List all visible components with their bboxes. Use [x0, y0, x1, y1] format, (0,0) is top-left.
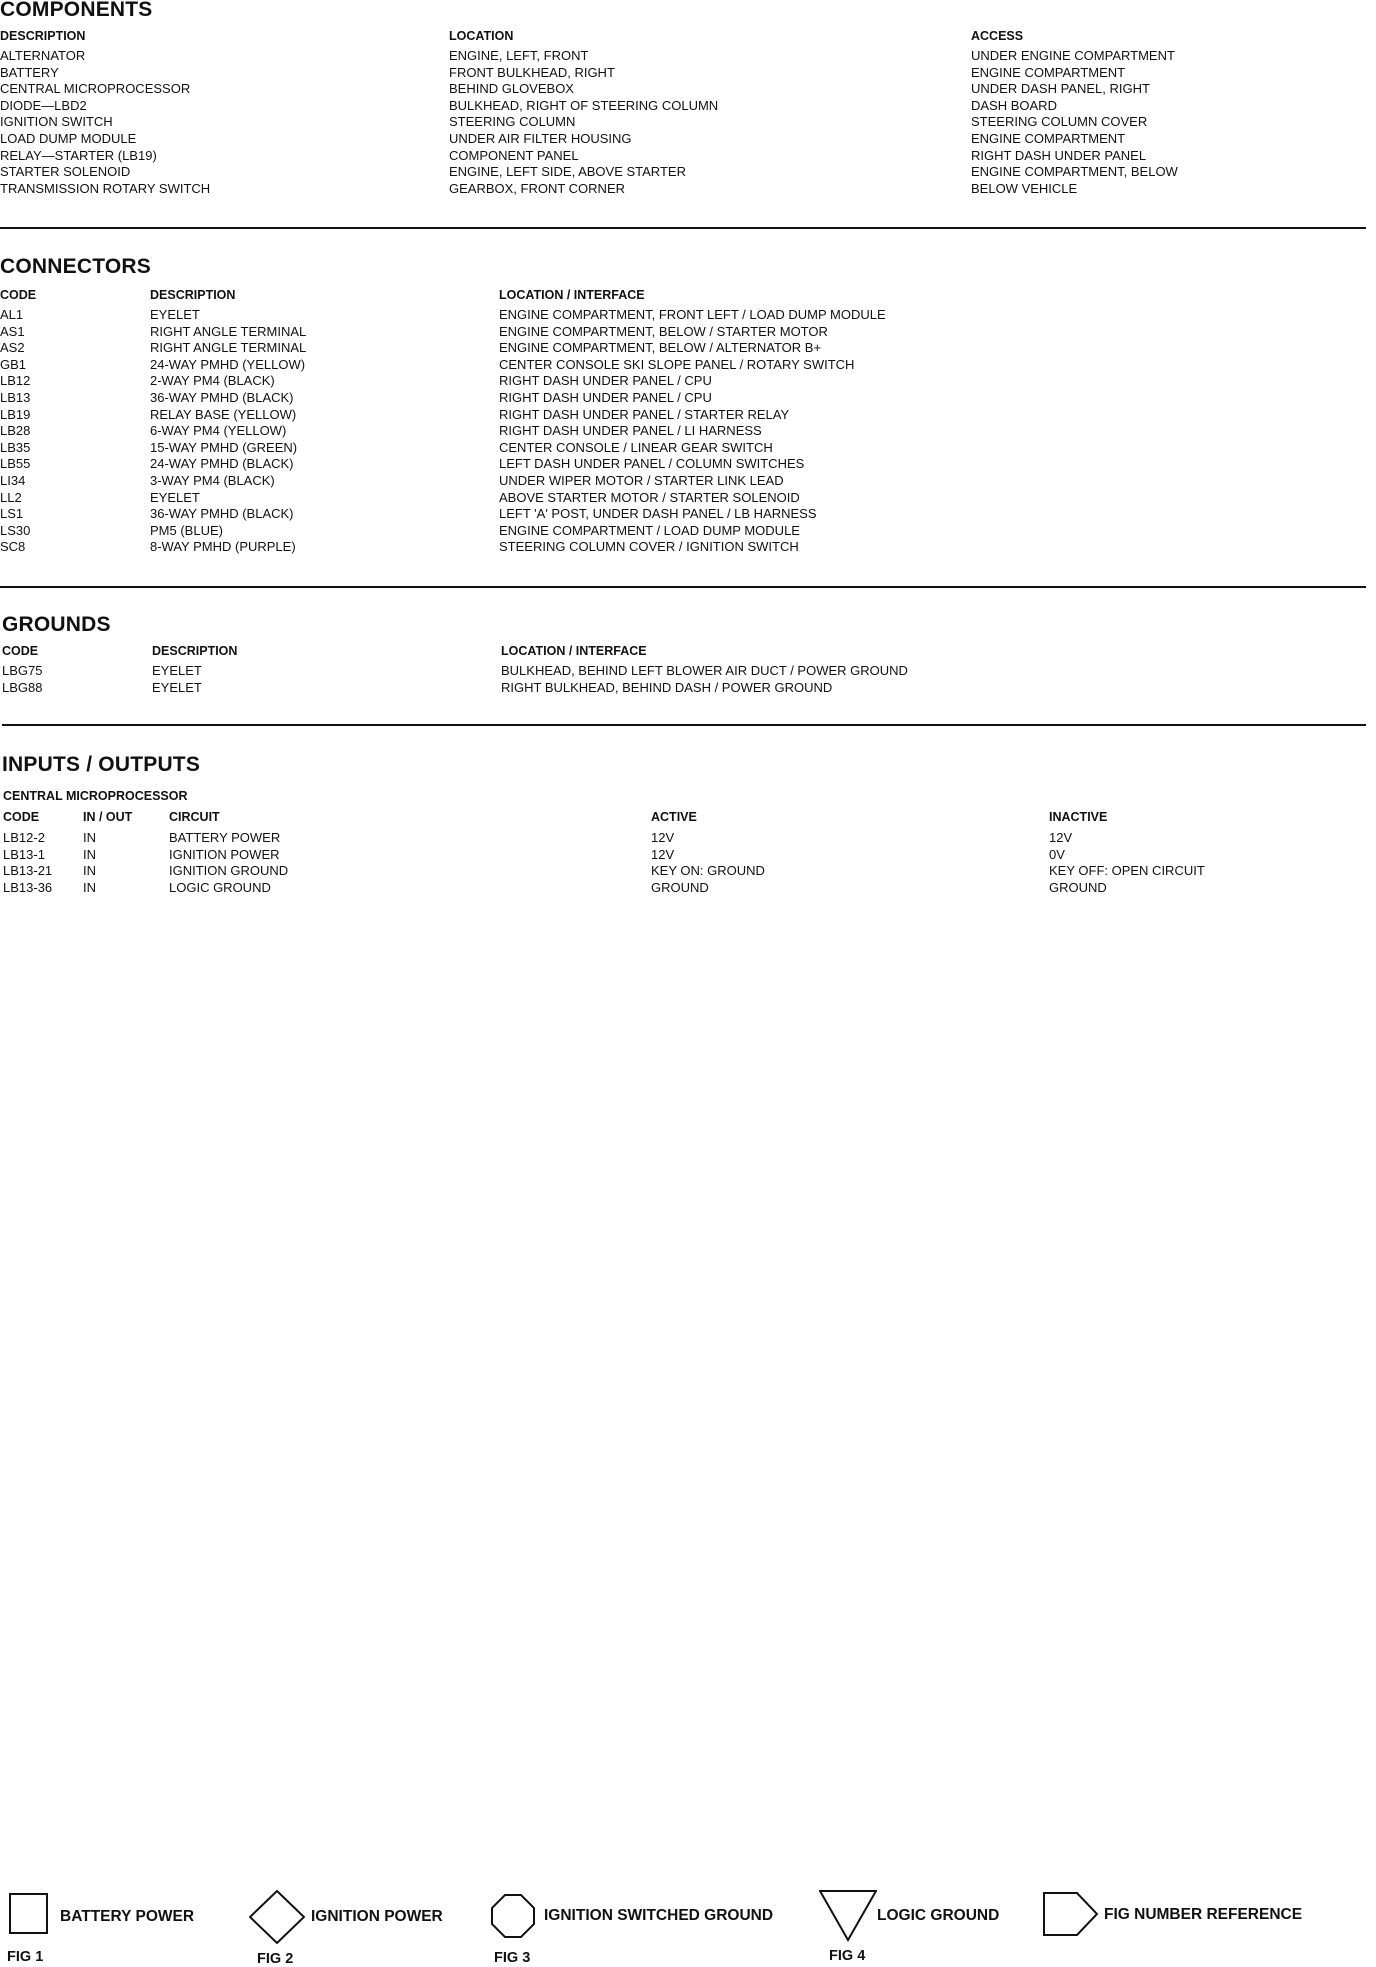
connector-location: ENGINE COMPARTMENT / LOAD DUMP MODULE	[499, 522, 800, 538]
component-access: RIGHT DASH UNDER PANEL	[971, 147, 1147, 163]
io-active: KEY ON: GROUND	[651, 863, 765, 879]
connector-description: 24-WAY PMHD (YELLOW)	[150, 356, 306, 372]
components-title: COMPONENTS	[0, 0, 153, 21]
ground-description: EYELET	[152, 679, 202, 695]
io-code: LB13-1	[3, 846, 45, 862]
io-inout: IN	[83, 846, 96, 862]
connector-description: 2-WAY PM4 (BLACK)	[150, 373, 275, 389]
connector-description: 36-WAY PMHD (BLACK)	[150, 389, 294, 405]
component-location: ENGINE, LEFT, FRONT	[449, 48, 589, 63]
legend-label: IGNITION SWITCHED GROUND	[544, 1907, 774, 1924]
connector-description: RIGHT ANGLE TERMINAL	[150, 340, 307, 356]
symbol-legend	[0, 1880, 1376, 1967]
connector-description: EYELET	[150, 489, 200, 505]
connector-location: LEFT DASH UNDER PANEL / COLUMN SWITCHES	[499, 456, 805, 472]
legend-label: IGNITION POWER	[311, 1908, 443, 1925]
connector-location: ENGINE COMPARTMENT, BELOW / ALTERNATOR B+	[499, 340, 822, 356]
connector-code: LI34	[0, 472, 26, 488]
io-inactive-column	[1049, 830, 1205, 896]
component-access: ENGINE COMPARTMENT	[971, 64, 1126, 80]
io-header-inout: IN / OUT	[83, 810, 133, 824]
io-code: LB12-2	[3, 830, 45, 845]
io-inactive: 0V	[1049, 846, 1065, 862]
component-access: UNDER ENGINE COMPARTMENT	[971, 48, 1175, 63]
ground-location: BULKHEAD, BEHIND LEFT BLOWER AIR DUCT / POWER GROUND	[501, 663, 908, 678]
legend-fig-number: FIG 1	[7, 1949, 44, 1965]
connector-code: LB35	[0, 439, 31, 455]
triangle-icon	[819, 1890, 877, 1942]
connector-description: 36-WAY PMHD (BLACK)	[150, 506, 294, 522]
connector-code: AS1	[0, 323, 25, 339]
component-location: STEERING COLUMN	[449, 114, 576, 130]
connector-location: STEERING COLUMN COVER / IGNITION SWITCH	[499, 539, 799, 555]
io-inout: IN	[83, 863, 96, 879]
components-header-access: ACCESS	[971, 29, 1024, 43]
connector-code: LB12	[0, 373, 31, 389]
io-code: LB13-36	[3, 879, 53, 895]
pentagon-arrow-icon	[1043, 1892, 1099, 1936]
component-location: GEARBOX, FRONT CORNER	[449, 180, 626, 196]
connector-location: RIGHT DASH UNDER PANEL / STARTER RELAY	[499, 406, 790, 422]
connector-description: 15-WAY PMHD (GREEN)	[150, 439, 298, 455]
legend-label: LOGIC GROUND	[877, 1907, 1000, 1924]
io-subtitle: CENTRAL MICROPROCESSOR	[3, 789, 188, 803]
component-description: IGNITION SWITCH	[0, 114, 113, 130]
component-description: RELAY—STARTER (LB19)	[0, 147, 157, 163]
connector-description: 24-WAY PMHD (BLACK)	[150, 456, 294, 472]
connector-code: LB19	[0, 406, 31, 422]
component-location: COMPONENT PANEL	[449, 147, 579, 163]
ground-description: EYELET	[152, 663, 202, 678]
connector-code: SC8	[0, 539, 26, 555]
components-location-column	[449, 48, 718, 197]
connector-location: RIGHT DASH UNDER PANEL / LI HARNESS	[499, 423, 762, 439]
legend-fig-number: FIG 4	[829, 1948, 866, 1964]
components-header-description: DESCRIPTION	[0, 29, 86, 43]
connector-location: CENTER CONSOLE / LINEAR GEAR SWITCH	[499, 439, 773, 455]
connector-location: UNDER WIPER MOTOR / STARTER LINK LEAD	[499, 472, 784, 488]
component-description: CENTRAL MICROPROCESSOR	[0, 81, 191, 97]
legend-label: FIG NUMBER REFERENCE	[1104, 1906, 1303, 1923]
connector-location: ENGINE COMPARTMENT, BELOW / STARTER MOTOR	[499, 323, 828, 339]
io-active: 12V	[651, 846, 675, 862]
connector-description: PM5 (BLUE)	[150, 522, 223, 538]
square-icon	[9, 1893, 49, 1935]
grounds-description-column	[152, 663, 202, 696]
io-active-column	[651, 830, 765, 896]
connectors-description-column	[150, 307, 306, 556]
io-inactive: KEY OFF: OPEN CIRCUIT	[1049, 863, 1205, 879]
connectors-location-column	[499, 307, 886, 556]
component-location: FRONT BULKHEAD, RIGHT	[449, 64, 615, 80]
component-description: ALTERNATOR	[0, 48, 86, 63]
connector-location: ENGINE COMPARTMENT, FRONT LEFT / LOAD DUMP MODULE	[499, 307, 886, 322]
connector-code: AL1	[0, 307, 24, 322]
connectors-header-code: CODE	[0, 288, 37, 302]
connector-code: LL2	[0, 489, 22, 505]
io-active: GROUND	[651, 879, 709, 895]
grounds-code-column	[2, 663, 42, 696]
components-description-column	[0, 48, 210, 197]
component-access: ENGINE COMPARTMENT, BELOW	[971, 164, 1178, 180]
io-inout: IN	[83, 830, 96, 845]
grounds-title: GROUNDS	[2, 613, 111, 636]
octagon-icon	[491, 1894, 535, 1938]
component-location: BEHIND GLOVEBOX	[449, 81, 574, 97]
connector-description: EYELET	[150, 307, 200, 322]
connector-location: RIGHT DASH UNDER PANEL / CPU	[499, 389, 712, 405]
section-divider	[0, 227, 1366, 229]
connectors-header-description: DESCRIPTION	[150, 288, 236, 302]
component-location: ENGINE, LEFT SIDE, ABOVE STARTER	[449, 164, 686, 180]
ground-location: RIGHT BULKHEAD, BEHIND DASH / POWER GROUND	[501, 679, 833, 695]
grounds-header-code: CODE	[2, 644, 39, 658]
component-access: UNDER DASH PANEL, RIGHT	[971, 81, 1150, 97]
section-divider	[2, 724, 1366, 726]
legend-label: BATTERY POWER	[60, 1908, 195, 1925]
components-access-column	[971, 48, 1178, 197]
component-description: LOAD DUMP MODULE	[0, 130, 137, 146]
io-code: LB13-21	[3, 863, 53, 879]
connector-code: LS1	[0, 506, 24, 522]
connector-code: LB28	[0, 423, 31, 439]
component-location: BULKHEAD, RIGHT OF STEERING COLUMN	[449, 97, 719, 113]
io-code-column	[3, 830, 52, 896]
grounds-header-description: DESCRIPTION	[152, 644, 238, 658]
io-header-circuit: CIRCUIT	[169, 810, 220, 824]
connector-description: RELAY BASE (YELLOW)	[150, 406, 297, 422]
connector-code: AS2	[0, 340, 25, 356]
io-header-active: ACTIVE	[651, 810, 697, 824]
io-inout-column	[83, 830, 96, 896]
diamond-icon	[249, 1890, 305, 1944]
io-header-code: CODE	[3, 810, 40, 824]
component-description: DIODE—LBD2	[0, 97, 87, 113]
component-access: ENGINE COMPARTMENT	[971, 130, 1126, 146]
connector-description: 3-WAY PM4 (BLACK)	[150, 472, 275, 488]
legend-fig-number: FIG 3	[494, 1950, 531, 1966]
io-circuit: LOGIC GROUND	[169, 879, 271, 895]
connector-description: 6-WAY PM4 (YELLOW)	[150, 423, 287, 439]
grounds-header-location: LOCATION / INTERFACE	[501, 644, 647, 658]
components-header-location: LOCATION	[449, 29, 514, 43]
component-description: STARTER SOLENOID	[0, 164, 131, 180]
ground-code: LBG75	[2, 663, 43, 678]
connectors-title: CONNECTORS	[0, 255, 151, 278]
connector-code: GB1	[0, 356, 27, 372]
connector-description: 8-WAY PMHD (PURPLE)	[150, 539, 296, 555]
connector-code: LB13	[0, 389, 31, 405]
grounds-location-column	[501, 663, 908, 696]
connector-location: CENTER CONSOLE SKI SLOPE PANEL / ROTARY SWITCH	[499, 356, 855, 372]
connector-location: RIGHT DASH UNDER PANEL / CPU	[499, 373, 712, 389]
legend-fig-number: FIG 2	[257, 1951, 294, 1967]
io-title: INPUTS / OUTPUTS	[2, 753, 201, 776]
section-divider	[0, 586, 1366, 588]
component-description: TRANSMISSION ROTARY SWITCH	[0, 180, 211, 196]
io-circuit: BATTERY POWER	[169, 830, 281, 845]
component-description: BATTERY	[0, 64, 59, 80]
io-inactive: GROUND	[1049, 879, 1107, 895]
connector-description: RIGHT ANGLE TERMINAL	[150, 323, 307, 339]
io-inout: IN	[83, 879, 96, 895]
connectors-header-location: LOCATION / INTERFACE	[499, 288, 645, 302]
connector-code: LS30	[0, 522, 31, 538]
io-circuit: IGNITION GROUND	[169, 863, 289, 879]
io-active: 12V	[651, 830, 675, 845]
io-circuit-column	[169, 830, 288, 896]
ground-code: LBG88	[2, 679, 43, 695]
io-circuit: IGNITION POWER	[169, 846, 280, 862]
connector-location: LEFT 'A' POST, UNDER DASH PANEL / LB HARNESS	[499, 506, 817, 522]
connectors-code-column	[0, 307, 30, 556]
component-access: BELOW VEHICLE	[971, 180, 1078, 196]
io-inactive: 12V	[1049, 830, 1073, 845]
component-location: UNDER AIR FILTER HOUSING	[449, 130, 632, 146]
component-access: STEERING COLUMN COVER	[971, 114, 1148, 130]
io-header-inactive: INACTIVE	[1049, 810, 1108, 824]
connector-code: LB55	[0, 456, 31, 472]
component-access: DASH BOARD	[971, 97, 1057, 113]
connector-location: ABOVE STARTER MOTOR / STARTER SOLENOID	[499, 489, 800, 505]
